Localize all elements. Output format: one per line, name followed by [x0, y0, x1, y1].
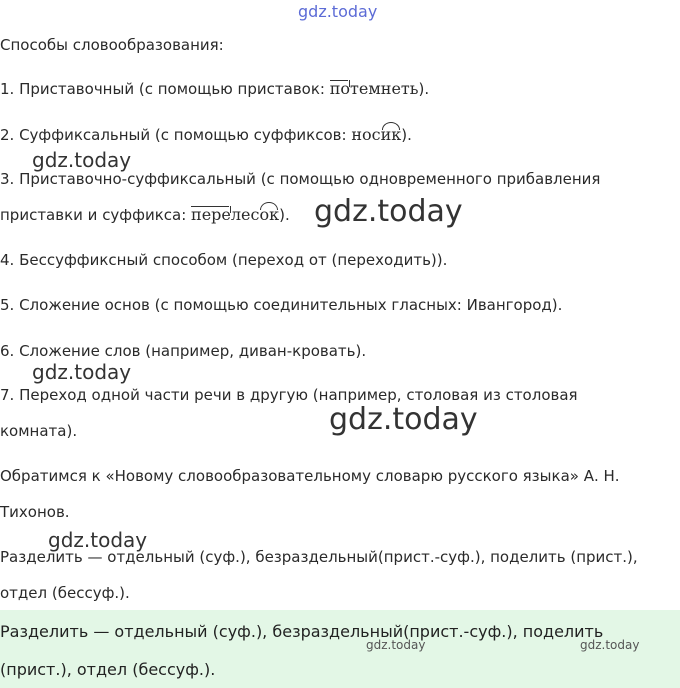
- word-root: нос: [351, 125, 381, 144]
- watermark: gdz.today: [329, 402, 478, 437]
- morpheme-word: [330, 79, 419, 98]
- prefix-mark: пере: [191, 205, 231, 224]
- answer-line1: Разделить — отдельный (суф.), безраздельный(прист.-суф.), поделить: [0, 622, 604, 641]
- watermark: gdz.today: [580, 638, 640, 652]
- watermark-top: gdz.today: [298, 2, 378, 21]
- watermark: gdz.today: [32, 360, 132, 384]
- list-item-text: 2. Суффиксальный (с помощью суффиксов:: [0, 126, 352, 144]
- watermark: gdz.today: [366, 638, 426, 652]
- suffix-mark: ик: [380, 125, 402, 144]
- word-root: лес: [230, 205, 260, 224]
- reference-line2: Тихонов.: [0, 503, 70, 521]
- list-item-text-end: ).: [279, 206, 290, 224]
- list-item-3-line1: 3. Приставочно-суффиксальный (с помощью одновременного прибавления: [0, 170, 601, 188]
- example-line2: отдел (бессуф.).: [0, 584, 130, 602]
- list-item-1: [0, 79, 429, 98]
- page-title: Способы словообразования:: [0, 36, 224, 54]
- morpheme-word: [191, 205, 279, 224]
- example-line1: Разделить — отдельный (суф.), безраздельный(прист.-суф.), поделить (прист.),: [0, 548, 638, 566]
- list-item-text: 1. Приставочный (с помощью приставок:: [0, 80, 330, 98]
- list-item-7-line2: комната).: [0, 422, 78, 440]
- answer-block: [0, 610, 680, 688]
- list-item-2: [0, 125, 412, 144]
- word-rest: темнеть: [350, 79, 419, 98]
- list-item-4: 4. Бессуффиксный способом (переход от (переходить)).: [0, 251, 448, 269]
- answer-line2: (прист.), отдел (бессуф.).: [0, 660, 216, 679]
- reference-line1: Обратимся к «Новому словообразовательному словарю русского языка» А. Н.: [0, 467, 620, 485]
- watermark: gdz.today: [48, 528, 148, 552]
- list-item-3-line2: [0, 205, 290, 224]
- watermark: gdz.today: [32, 148, 132, 172]
- suffix-mark: ок: [259, 205, 280, 224]
- morpheme-word: [351, 125, 401, 144]
- list-item-text: приставки и суффикса:: [0, 206, 192, 224]
- watermark: gdz.today: [314, 194, 463, 229]
- list-item-text-end: ).: [418, 80, 430, 98]
- list-item-text-end: ).: [401, 126, 412, 144]
- list-item-7-line1: 7. Переход одной части речи в другую (например, столовая из столовая: [0, 386, 578, 404]
- list-item-6: 6. Сложение слов (например, диван-кровать).: [0, 342, 367, 360]
- list-item-5: 5. Сложение основ (с помощью соединительных гласных: Ивангород).: [0, 296, 563, 314]
- prefix-mark: по: [329, 79, 351, 98]
